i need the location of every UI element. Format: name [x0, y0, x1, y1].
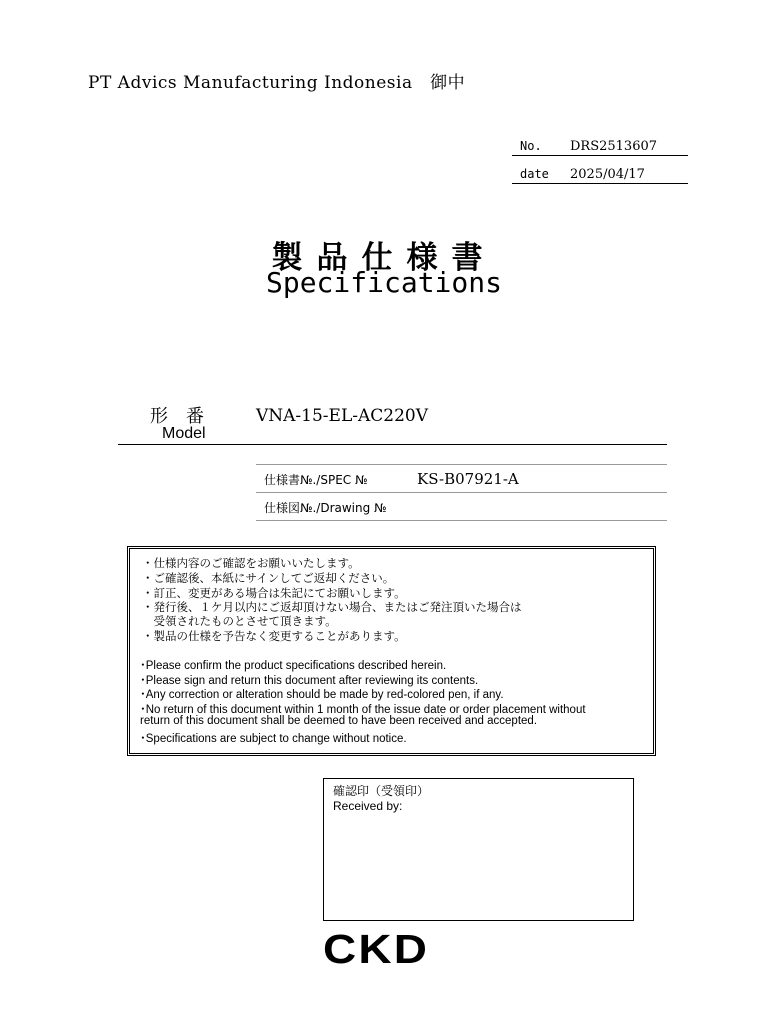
title-japanese: 製品仕様書: [271, 240, 497, 276]
document-number-value: DRS2513607: [570, 139, 658, 154]
receipt-label-japanese: 確認印（受領印）: [333, 784, 430, 798]
notice-en-line: ･Please sign and return this document after reviewing its contents.: [140, 675, 479, 687]
model-label-english: Model: [162, 425, 206, 442]
notice-en-line: return of this document shall be deemed to have been received and accepted.: [140, 715, 538, 727]
model-underline: [118, 444, 667, 445]
drawing-number-row: [256, 492, 667, 521]
notice-jp-line: ・製品の仕様を予告なく変更することがあります。: [142, 629, 406, 643]
date-value: 2025/04/17: [570, 167, 645, 182]
spec-number-row: [256, 464, 667, 493]
spec-number-label: 仕様書№./SPEC №: [264, 473, 368, 487]
notice-en-line: ･Specifications are subject to change without notice.: [140, 733, 407, 745]
spec-number-value: KS-B07921-A: [417, 470, 519, 488]
notice-en-line: ･Any correction or alteration should be made by red-colored pen, if any.: [140, 689, 504, 701]
notice-jp-line: ・ご確認後、本紙にサインしてご返却ください。: [142, 571, 395, 585]
notice-jp-line: 受領されたものとさせて頂きます。: [142, 614, 337, 628]
date-label: date: [520, 167, 549, 181]
notice-jp-line: ・訂正、変更がある場合は朱記にてお願いします。: [142, 586, 406, 600]
company-logo: CKD: [323, 926, 430, 972]
notice-box: [127, 546, 656, 756]
notice-jp-line: ・発行後、１ケ月以内にご返却頂けない場合、またはご発注頂いた場合は: [142, 600, 522, 614]
drawing-number-label: 仕様図№./Drawing №: [264, 501, 387, 515]
date-row: [512, 159, 688, 184]
spec-divider: [256, 520, 667, 521]
model-value: VNA-15-EL-AC220V: [256, 406, 429, 426]
receipt-label-english: Received by:: [333, 799, 403, 813]
notice-jp-line: ・仕様内容のご確認をお願いいたします。: [142, 556, 360, 570]
receipt-stamp-box: [323, 778, 634, 921]
model-label-japanese: 形番: [150, 406, 222, 427]
recipient-name: PT Advics Manufacturing Indonesia 御中: [88, 73, 466, 93]
title-english: Specifications: [265, 266, 502, 299]
notice-en-line: ･Please confirm the product specifications described herein.: [140, 660, 447, 672]
notice-en-line: ･No return of this document within 1 month of the issue date or order placement without: [140, 704, 586, 716]
document-number-row: [512, 131, 688, 156]
document-number-label: No.: [520, 139, 542, 153]
